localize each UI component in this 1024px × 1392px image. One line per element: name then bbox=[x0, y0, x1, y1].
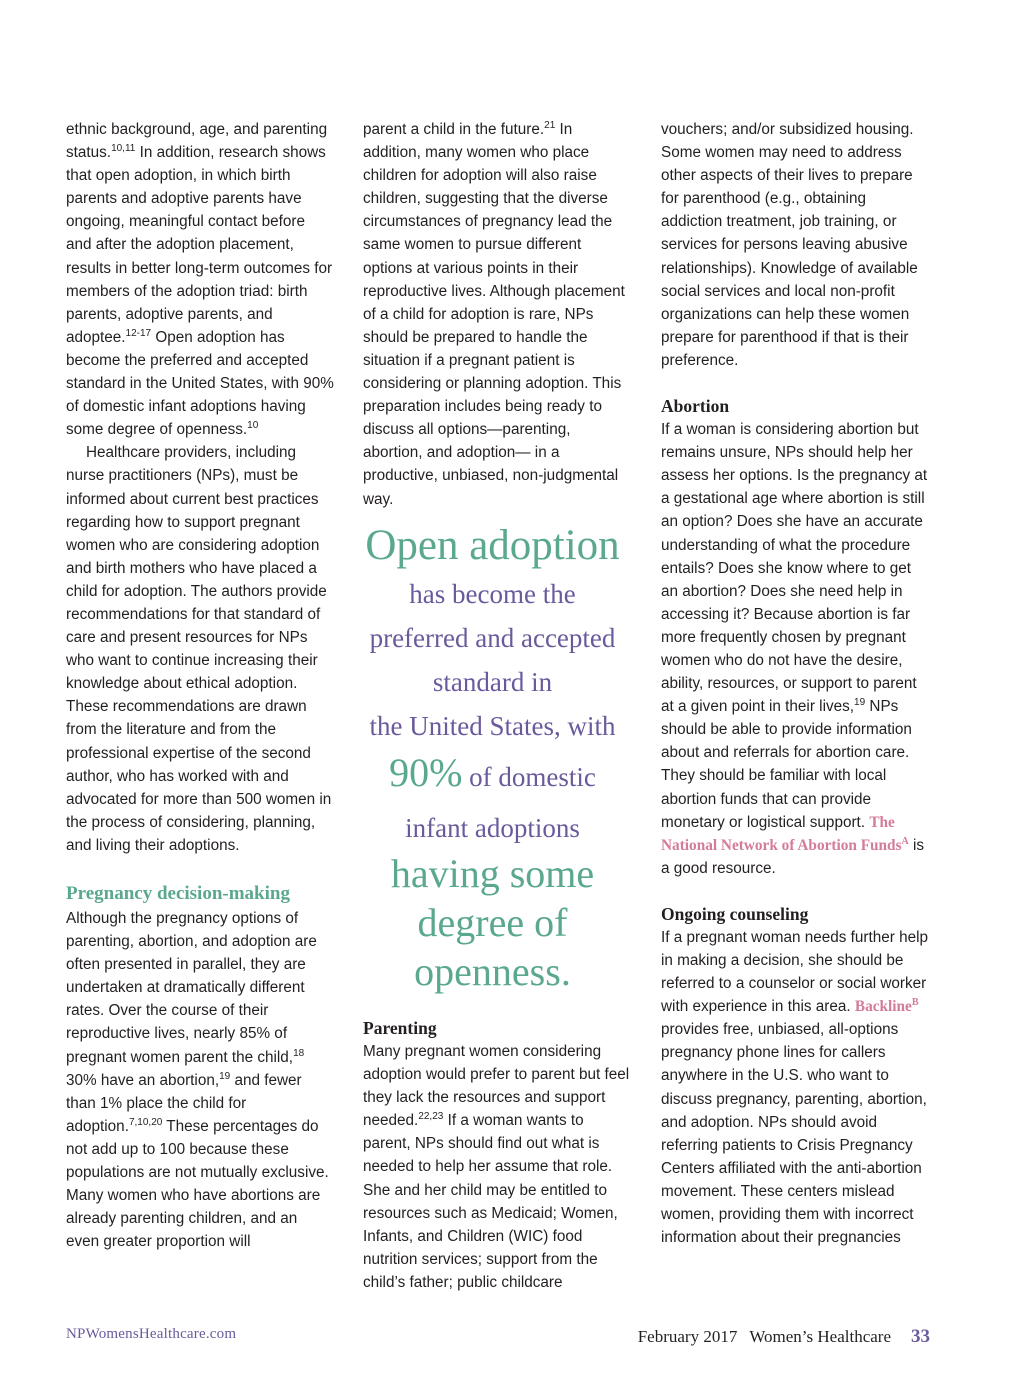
abortion-funds-link[interactable]: The National Network of Abortion Funds$^A$ bbox=[661, 813, 909, 854]
issue-date: February 2017 bbox=[637, 1327, 738, 1346]
backline-link[interactable]: Backline$^B$ bbox=[854, 997, 919, 1016]
pull-quote: Open adoption has become the preferred and accepted standard in the United States, with 90% of domestic infant adoptions having some degree of openness. bbox=[365, 522, 620, 994]
page-footer bbox=[66, 1326, 930, 1350]
section-heading: Ongoing counseling bbox=[661, 903, 809, 924]
paragraph: If a woman is considering abortion but remains unsure, NPs should help her assess her options. Is the pregnancy at a gestational age where abortion is still an option? Does she have an accurate understanding of what the procedure entails? Does she know where to get an abortion? Does she need help in accessing it? Because abortion is far more frequently chosen by pregnant women who do not have the desire, ability, resources, or support to parent at a given point in their lives,$^{19}$ NPs should be able to provide information about and referrals for abortion care. They should be familiar with local abortion funds that can provide monetary or logistical support. The National Network of Abortion Funds$^A$ is a good resource. bbox=[661, 421, 928, 877]
paragraph: Although the pregnancy options of parenting, abortion, and adoption are often presented in parallel, they are undertaken at dramatically different rates. Over the course of their reproductive lives, nearly 85% of pregnant women parent the child,$^{18}$ 30% have an abortion,$^{19}$ and fewer than 1% place the child for adoption.$^{7,10,20}$ These percentages do not add up to 100 because these populations are not mutually exclusive. Many women who have abortions are already parenting children, and an even greater proportion will bbox=[66, 910, 329, 1251]
section-heading: Parenting bbox=[363, 1018, 437, 1038]
column-2-lower bbox=[363, 1016, 633, 1294]
column-2 bbox=[363, 118, 633, 511]
column-3 bbox=[661, 118, 931, 1249]
paragraph: ethnic background, age, and parenting status.$^{10,11}$ In addition, research shows that open adoption, in which birth parents and adoptive parents have ongoing, meaningful contact before and after the adoption placement, results in better long-term outcomes for members of the adoption triad: birth parents, adoptive parents, and adoptee.$^{12-17}$ Open adoption has become the preferred and accepted standard in the United States, with 90% of domestic infant adoptions having some degree of openness.$^{10}$ bbox=[66, 121, 334, 439]
section-heading: Pregnancy decision-making bbox=[66, 883, 290, 904]
column-1 bbox=[66, 118, 334, 1253]
paragraph: parent a child in the future.$^{21}$ In addition, many women who place children for adoption will also raise children, suggesting that the diverse circumstances of pregnancy lead the same women to pursue different options at various points in their reproductive lives. Although placement of a child for adoption is rare, NPs should be prepared to handle the situation if a pregnant patient is considering or planning adoption. This preparation includes being ready to discuss all options—parenting, abortion, and adoption— in a productive, unbiased, non-judgmental way. bbox=[363, 120, 625, 508]
paragraph: Healthcare providers, including nurse practitioners (NPs), must be informed about current best practices regarding how to support pregnant women who are considering adoption and birth mothers who have placed a child for adoption. The authors provide recommendations for that standard of care and present resources for NPs who want to continue increasing their knowledge about ethical adoption. These recommendations are drawn from the literature and from the professional expertise of the second author, who has worked with and advocated for more than 500 women in the process of considering, planning, and living their adoptions. bbox=[66, 444, 332, 854]
paragraph: Many pregnant women considering adoption would prefer to parent but feel they lack the resources and support needed.$^{22,23}$ If a woman wants to parent, NPs should find out what is needed to help her assume that role. She and her child may be entitled to resources such as Medicaid; Women, Infants, and Children (WIC) food nutrition services; support from the child’s father; public childcare bbox=[363, 1043, 630, 1291]
page-number: 33 bbox=[911, 1326, 930, 1347]
section-heading: Abortion bbox=[661, 396, 730, 417]
site-url[interactable]: NPWomensHealthcare.com bbox=[66, 1326, 237, 1342]
paragraph: If a pregnant woman needs further help in making a decision, she should be referred to a counselor or social worker with experience in this area. Backline$^B$ provides free, unbiased, all-options pregnancy phone lines for callers anywhere in the U.S. who want to discuss pregnancy, parenting, abortion, and adoption. NPs should avoid referring patients to Crisis Pregnancy Centers affiliated with the anti-abortion movement. These centers mislead women, providing them with incorrect information about their pregnancies bbox=[661, 928, 929, 1247]
paragraph: vouchers; and/or subsidized housing. Some women may need to address other aspects of their lives to prepare for parenthood (e.g., obtaining addiction treatment, job training, or services for persons leaving abusive relationships). Knowledge of available social services and local non-profit organizations can help these women prepare for parenthood if that is their preference. bbox=[661, 121, 918, 369]
magazine-name: Women’s Healthcare bbox=[749, 1327, 891, 1346]
